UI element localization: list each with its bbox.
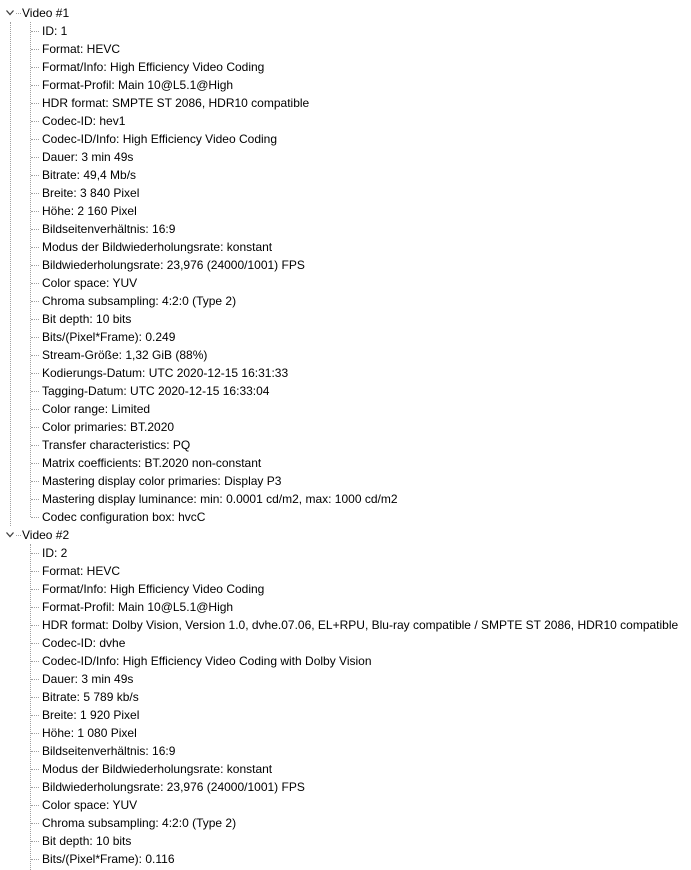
- tree-leaf-label: Bildseitenverhältnis: 16:9: [42, 222, 176, 236]
- tree-leaf-label: Stream-Größe: 1,32 GiB (88%): [42, 348, 208, 362]
- tree-leaf-label: Bildwiederholungsrate: 23,976 (24000/1001) FPS: [42, 258, 305, 272]
- tree-leaf-item[interactable]: [0, 112, 691, 130]
- tree-leaf-label: Matrix coefficients: BT.2020 non-constant: [42, 456, 262, 470]
- tree-leaf-label: Bitrate: 5 789 kb/s: [42, 690, 139, 704]
- tree-leaf-item[interactable]: [0, 184, 691, 202]
- tree-leaf-label: Modus der Bildwiederholungsrate: konstant: [42, 762, 273, 776]
- tree-node-label[interactable]: Video #2: [22, 528, 70, 542]
- tree-connector: [31, 517, 39, 518]
- tree-leaf-label: Color range: Limited: [42, 402, 151, 416]
- tree-node-video-1[interactable]: [0, 4, 691, 526]
- tree-leaf-item[interactable]: [0, 40, 691, 58]
- tree-leaf-label: Codec-ID: dvhe: [42, 636, 126, 650]
- tree-leaf-item[interactable]: [0, 238, 691, 256]
- tree-leaf-label: Bildwiederholungsrate: 23,976 (24000/1001) FPS: [42, 780, 305, 794]
- tree-leaf-item[interactable]: [0, 562, 691, 580]
- tree-leaf-item[interactable]: [0, 742, 691, 760]
- tree-connector: [31, 463, 39, 464]
- tree-leaf-item[interactable]: [0, 670, 691, 688]
- tree-leaf-label: Codec-ID/Info: High Efficiency Video Coding with Dolby Vision: [42, 654, 372, 668]
- tree-connector: [31, 427, 39, 428]
- tree-leaf-label: Format-Profil: Main 10@L5.1@High: [42, 600, 234, 614]
- tree-connector: [31, 67, 39, 68]
- tree-connector: [31, 211, 39, 212]
- tree-leaf-label: Format/Info: High Efficiency Video Coding: [42, 60, 265, 74]
- tree-connector: [31, 319, 39, 320]
- tree-leaf-item[interactable]: [0, 22, 691, 40]
- tree-connector: [31, 643, 39, 644]
- tree-leaf-label: Bits/(Pixel*Frame): 0.249: [42, 330, 176, 344]
- tree-leaf-label: Codec configuration box: hvcC: [42, 510, 206, 524]
- tree-leaf-item[interactable]: [0, 58, 691, 76]
- root-guide-line: [10, 22, 11, 526]
- tree-connector: [31, 805, 39, 806]
- tree-node-children: [0, 22, 691, 526]
- tree-connector: [31, 193, 39, 194]
- tree-leaf-item[interactable]: [0, 688, 691, 706]
- tree-leaf-label: Format-Profil: Main 10@L5.1@High: [42, 78, 234, 92]
- tree-leaf-item[interactable]: [0, 814, 691, 832]
- tree-leaf-item[interactable]: [0, 130, 691, 148]
- tree-connector: [31, 859, 39, 860]
- tree-connector: [31, 679, 39, 680]
- tree-leaf-item[interactable]: [0, 832, 691, 850]
- tree-leaf-item[interactable]: [0, 544, 691, 562]
- tree-connector: [31, 373, 39, 374]
- tree-connector: [31, 841, 39, 842]
- tree-node-label[interactable]: Video #1: [22, 6, 70, 20]
- tree-connector: [31, 769, 39, 770]
- tree-node-header[interactable]: [0, 526, 691, 544]
- tree-connector: [31, 823, 39, 824]
- tree-leaf-label: Format: HEVC: [42, 564, 121, 578]
- tree-leaf-label: Dauer: 3 min 49s: [42, 672, 134, 686]
- tree-leaf-item[interactable]: [0, 364, 691, 382]
- tree-leaf-label: Chroma subsampling: 4:2:0 (Type 2): [42, 294, 237, 308]
- tree-leaf-label: Dauer: 3 min 49s: [42, 150, 134, 164]
- tree-node-children: [0, 544, 691, 868]
- tree-leaf-item[interactable]: [0, 580, 691, 598]
- tree-leaf-label: Breite: 3 840 Pixel: [42, 186, 140, 200]
- tree-leaf-label: Color space: YUV: [42, 276, 138, 290]
- tree-connector: [31, 85, 39, 86]
- tree-connector: [31, 499, 39, 500]
- tree-leaf-item[interactable]: [0, 850, 691, 868]
- tree-leaf-item[interactable]: [0, 706, 691, 724]
- collapse-icon[interactable]: [4, 4, 16, 22]
- tree-connector: [31, 355, 39, 356]
- tree-connector: [31, 553, 39, 554]
- tree-connector: [31, 229, 39, 230]
- tree-connector: [31, 445, 39, 446]
- tree-leaf-label: HDR format: SMPTE ST 2086, HDR10 compatible: [42, 96, 310, 110]
- tree-leaf-label: Format/Info: High Efficiency Video Coding: [42, 582, 265, 596]
- tree-leaf-label: ID: 1: [42, 24, 68, 38]
- tree-leaf-item[interactable]: [0, 202, 691, 220]
- tree-leaf-label: Chroma subsampling: 4:2:0 (Type 2): [42, 816, 237, 830]
- tree-leaf-label: Tagging-Datum: UTC 2020-12-15 16:33:04: [42, 384, 270, 398]
- tree-leaf-label: Höhe: 1 080 Pixel: [42, 726, 137, 740]
- tree-leaf-label: Mastering display color primaries: Display P3: [42, 474, 282, 488]
- tree-leaf-label: Color primaries: BT.2020: [42, 420, 175, 434]
- tree-leaf-item[interactable]: [0, 166, 691, 184]
- tree-leaf-item[interactable]: [0, 346, 691, 364]
- tree-connector: [31, 733, 39, 734]
- tree-leaf-item[interactable]: [0, 94, 691, 112]
- tree-leaf-item[interactable]: [0, 472, 691, 490]
- tree-leaf-item[interactable]: [0, 490, 691, 508]
- tree-connector: [31, 607, 39, 608]
- tree-node-video-2[interactable]: [0, 526, 691, 868]
- tree-leaf-item[interactable]: [0, 220, 691, 238]
- tree-connector: [31, 139, 39, 140]
- tree-connector: [31, 49, 39, 50]
- tree-leaf-label: Mastering display luminance: min: 0.0001 cd/m2, max: 1000 cd/m2: [42, 492, 398, 506]
- collapse-icon[interactable]: [4, 526, 16, 544]
- tree-connector: [16, 13, 21, 14]
- tree-node-header[interactable]: [0, 4, 691, 22]
- tree-leaf-item[interactable]: [0, 256, 691, 274]
- tree-connector: [31, 157, 39, 158]
- tree-leaf-label: Bits/(Pixel*Frame): 0.116: [42, 852, 175, 866]
- tree-connector: [31, 283, 39, 284]
- tree-connector: [31, 571, 39, 572]
- tree-leaf-label: Format: HEVC: [42, 42, 121, 56]
- tree-leaf-item[interactable]: [0, 148, 691, 166]
- tree-leaf-item[interactable]: [0, 76, 691, 94]
- tree-leaf-item[interactable]: [0, 634, 691, 652]
- tree-leaf-label: Bit depth: 10 bits: [42, 312, 132, 326]
- tree-leaf-label: Codec-ID: hev1: [42, 114, 126, 128]
- tree-leaf-label: Modus der Bildwiederholungsrate: konstant: [42, 240, 273, 254]
- tree-leaf-item[interactable]: [0, 778, 691, 796]
- tree-leaf-label: Bit depth: 10 bits: [42, 834, 132, 848]
- tree-leaf-item[interactable]: [0, 454, 691, 472]
- tree-connector: [31, 697, 39, 698]
- tree-connector: [31, 751, 39, 752]
- tree-connector: [31, 715, 39, 716]
- tree-leaf-item[interactable]: [0, 724, 691, 742]
- tree-connector: [31, 337, 39, 338]
- tree-leaf-item[interactable]: [0, 418, 691, 436]
- tree-leaf-item[interactable]: [0, 652, 691, 670]
- tree-leaf-label: Codec-ID/Info: High Efficiency Video Coding: [42, 132, 278, 146]
- tree-leaf-label: Höhe: 2 160 Pixel: [42, 204, 137, 218]
- tree-leaf-label: Bitrate: 49,4 Mb/s: [42, 168, 137, 182]
- tree-connector: [31, 481, 39, 482]
- tree-leaf-label: Kodierungs-Datum: UTC 2020-12-15 16:31:33: [42, 366, 289, 380]
- tree-connector: [31, 121, 39, 122]
- tree-connector: [31, 589, 39, 590]
- tree-connector: [31, 661, 39, 662]
- tree-connector: [31, 391, 39, 392]
- tree-leaf-item[interactable]: [0, 598, 691, 616]
- tree-leaf-label: ID: 2: [42, 546, 68, 560]
- tree-connector: [31, 103, 39, 104]
- tree-leaf-item[interactable]: [0, 616, 691, 634]
- tree-leaf-item[interactable]: [0, 400, 691, 418]
- tree-connector: [31, 265, 39, 266]
- tree-leaf-item[interactable]: [0, 436, 691, 454]
- tree-leaf-item[interactable]: [0, 274, 691, 292]
- tree-leaf-item[interactable]: [0, 382, 691, 400]
- tree-connector: [31, 787, 39, 788]
- tree-connector: [31, 625, 39, 626]
- tree-leaf-item[interactable]: [0, 760, 691, 778]
- tree-leaf-item[interactable]: [0, 292, 691, 310]
- tree-leaf-label: Breite: 1 920 Pixel: [42, 708, 140, 722]
- tree-leaf-item[interactable]: [0, 328, 691, 346]
- tree-leaf-label: Color space: YUV: [42, 798, 138, 812]
- tree-leaf-label: Transfer characteristics: PQ: [42, 438, 191, 452]
- tree-leaf-label: HDR format: Dolby Vision, Version 1.0, dvhe.07.06, EL+RPU, Blu-ray compatible / SMPTE ST 2086, HDR10 compatible: [42, 618, 679, 632]
- tree-connector: [31, 409, 39, 410]
- tree-connector: [31, 175, 39, 176]
- tree-connector: [31, 31, 39, 32]
- tree-leaf-item[interactable]: [0, 310, 691, 328]
- tree-connector: [31, 301, 39, 302]
- tree-leaf-item[interactable]: [0, 796, 691, 814]
- tree-leaf-label: Bildseitenverhältnis: 16:9: [42, 744, 176, 758]
- tree-connector: [16, 535, 21, 536]
- tree-connector: [31, 247, 39, 248]
- tree-leaf-item[interactable]: [0, 508, 691, 526]
